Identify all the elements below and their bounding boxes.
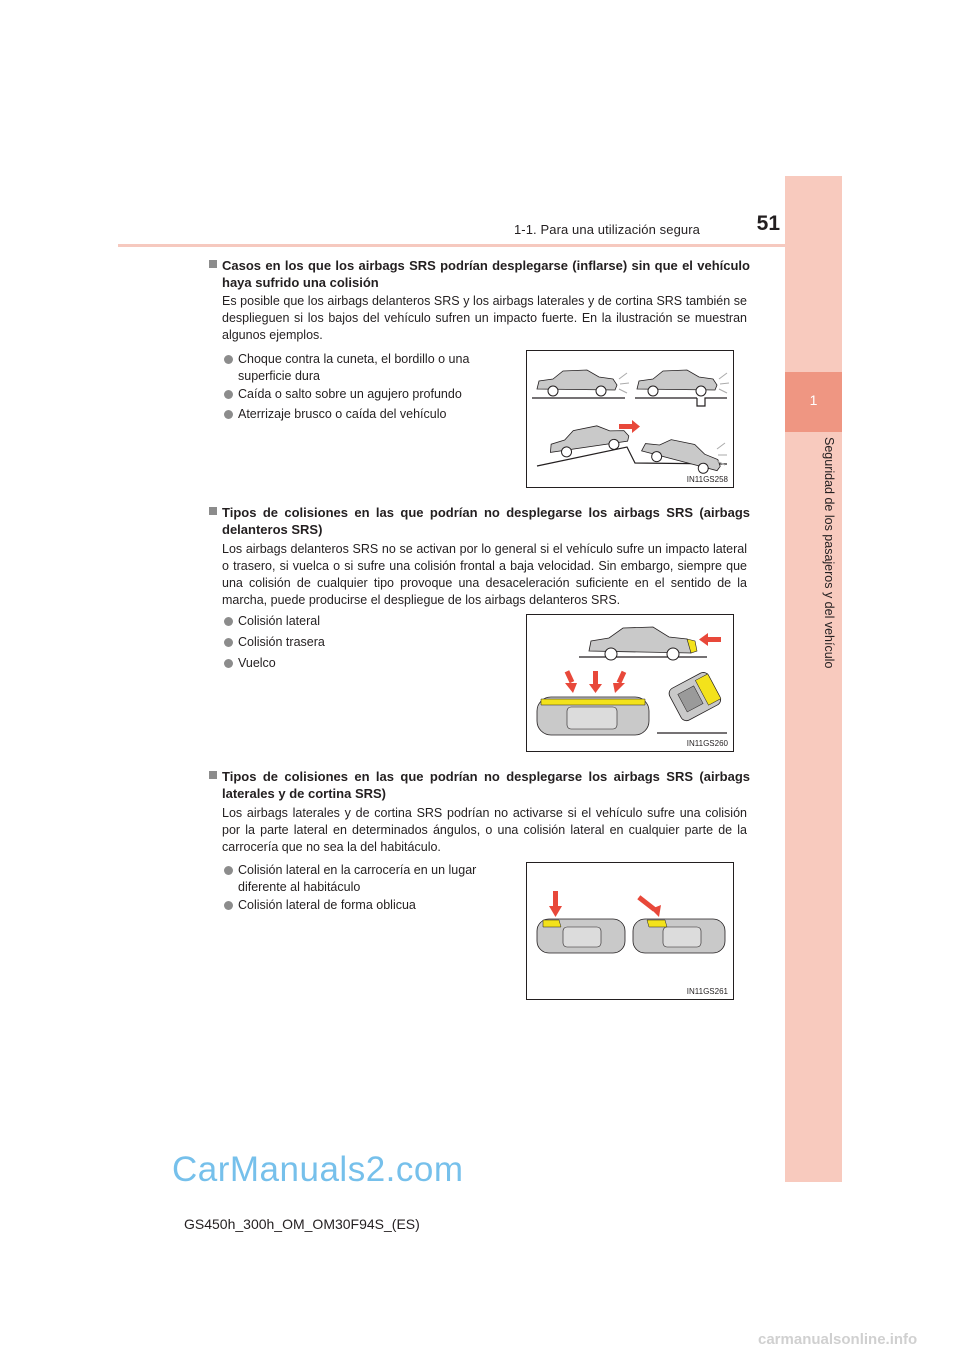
illustration-undercarriage-impacts bbox=[526, 350, 734, 488]
section-heading-text: Tipos de colisiones en las que podrían no desplegarse los airbags SRS (airbags laterales y de cortina SRS) bbox=[222, 769, 750, 801]
car-icon bbox=[637, 370, 717, 396]
bullet-item: Aterrizaje brusco o caída del vehículo bbox=[224, 406, 514, 423]
car-top-view-icon bbox=[633, 919, 725, 953]
round-bullet-icon bbox=[224, 638, 233, 647]
illustration-side-collisions bbox=[526, 862, 734, 1000]
square-bullet-icon bbox=[209, 771, 217, 779]
arrow-down-icon bbox=[565, 670, 627, 693]
car-top-view-icon bbox=[537, 697, 649, 735]
page-number: 51 bbox=[756, 212, 780, 235]
square-bullet-icon bbox=[209, 260, 217, 268]
arrow-down-icon bbox=[549, 891, 562, 917]
watermark-logo: CarManuals2.com bbox=[172, 1150, 464, 1189]
section-heading-1 bbox=[210, 257, 750, 291]
section-heading-text: Casos en los que los airbags SRS podrían desplegarse (inflarse) sin que el vehículo haya sufrido una colisión bbox=[222, 258, 750, 290]
arrow-left-icon bbox=[699, 633, 721, 646]
bullet-item: Colisión lateral bbox=[224, 613, 514, 630]
section-heading-3 bbox=[210, 768, 750, 802]
car-icon bbox=[547, 421, 630, 459]
square-bullet-icon bbox=[209, 507, 217, 515]
chapter-number: 1 bbox=[809, 392, 818, 408]
figure-code: IN11GS261 bbox=[686, 987, 728, 996]
running-header-title: 1-1. Para una utilización segura bbox=[513, 222, 700, 237]
round-bullet-icon bbox=[224, 866, 233, 875]
section-heading-2 bbox=[210, 504, 750, 538]
car-top-view-icon bbox=[537, 919, 625, 953]
car-icon bbox=[640, 432, 724, 477]
car-icon bbox=[589, 627, 697, 660]
side-collision-illustration bbox=[527, 863, 733, 999]
impact-lines-icon bbox=[717, 443, 727, 465]
car-impact-illustration bbox=[527, 351, 733, 487]
round-bullet-icon bbox=[224, 410, 233, 419]
figure-code: IN11GS258 bbox=[686, 475, 728, 484]
bullet-item: Vuelco bbox=[224, 655, 514, 672]
rollover-car-icon bbox=[667, 670, 723, 722]
round-bullet-icon bbox=[224, 901, 233, 910]
section-body-1: Es posible que los airbags delanteros SRS y los airbags laterales y de cortina SRS también se desplieguen si los bajos del vehículo sufren un impacto fuerte. En la ilustración se muestran algunos ejemplos. bbox=[222, 294, 747, 342]
section-heading-text: Tipos de colisiones en las que podrían no desplegarse los airbags SRS (airbags delanteros SRS) bbox=[222, 505, 750, 537]
bullet-item: Colisión trasera bbox=[224, 634, 514, 651]
bullet-item: Colisión lateral de forma oblicua bbox=[224, 897, 514, 914]
watermark-text: carmanualsonline.info bbox=[758, 1331, 918, 1348]
round-bullet-icon bbox=[224, 355, 233, 364]
header-rule bbox=[118, 244, 840, 247]
bullet-item: Colisión lateral en la carrocería en un lugar diferente al habitáculo bbox=[224, 862, 514, 896]
round-bullet-icon bbox=[224, 617, 233, 626]
car-icon bbox=[537, 370, 617, 396]
illustration-non-frontal-collisions bbox=[526, 614, 734, 752]
section-body-3: Los airbags laterales y de cortina SRS podrían no activarse si el vehículo sufre una colisión por la parte lateral en determinados ángulos, o una colisión lateral en cualquier parte de la carrocería que no sea la del habitáculo. bbox=[222, 806, 747, 854]
figure-code: IN11GS260 bbox=[686, 739, 728, 748]
round-bullet-icon bbox=[224, 390, 233, 399]
bullet-item: Choque contra la cuneta, el bordillo o una superficie dura bbox=[224, 351, 514, 385]
arrow-diagonal-icon bbox=[637, 895, 661, 917]
footer-model-code: GS450h_300h_OM_OM30F94S_(ES) bbox=[184, 1216, 420, 1232]
bullet-item: Caída o salto sobre un agujero profundo bbox=[224, 386, 514, 403]
section-body-2: Los airbags delanteros SRS no se activan por lo general si el vehículo sufre un impacto lateral o trasero, si vuelca o si sufre una colisión frontal a baja velocidad. Sin embargo, siempre que una colisión de cualquier tipo provoque una desaceleración suficiente en el sentido de la marcha, puede producirse el despliegue de los airbags delanteros SRS. bbox=[222, 542, 747, 607]
chapter-title: Seguridad de los pasajeros y del vehículo bbox=[822, 437, 836, 669]
round-bullet-icon bbox=[224, 659, 233, 668]
collision-types-illustration bbox=[527, 615, 733, 751]
